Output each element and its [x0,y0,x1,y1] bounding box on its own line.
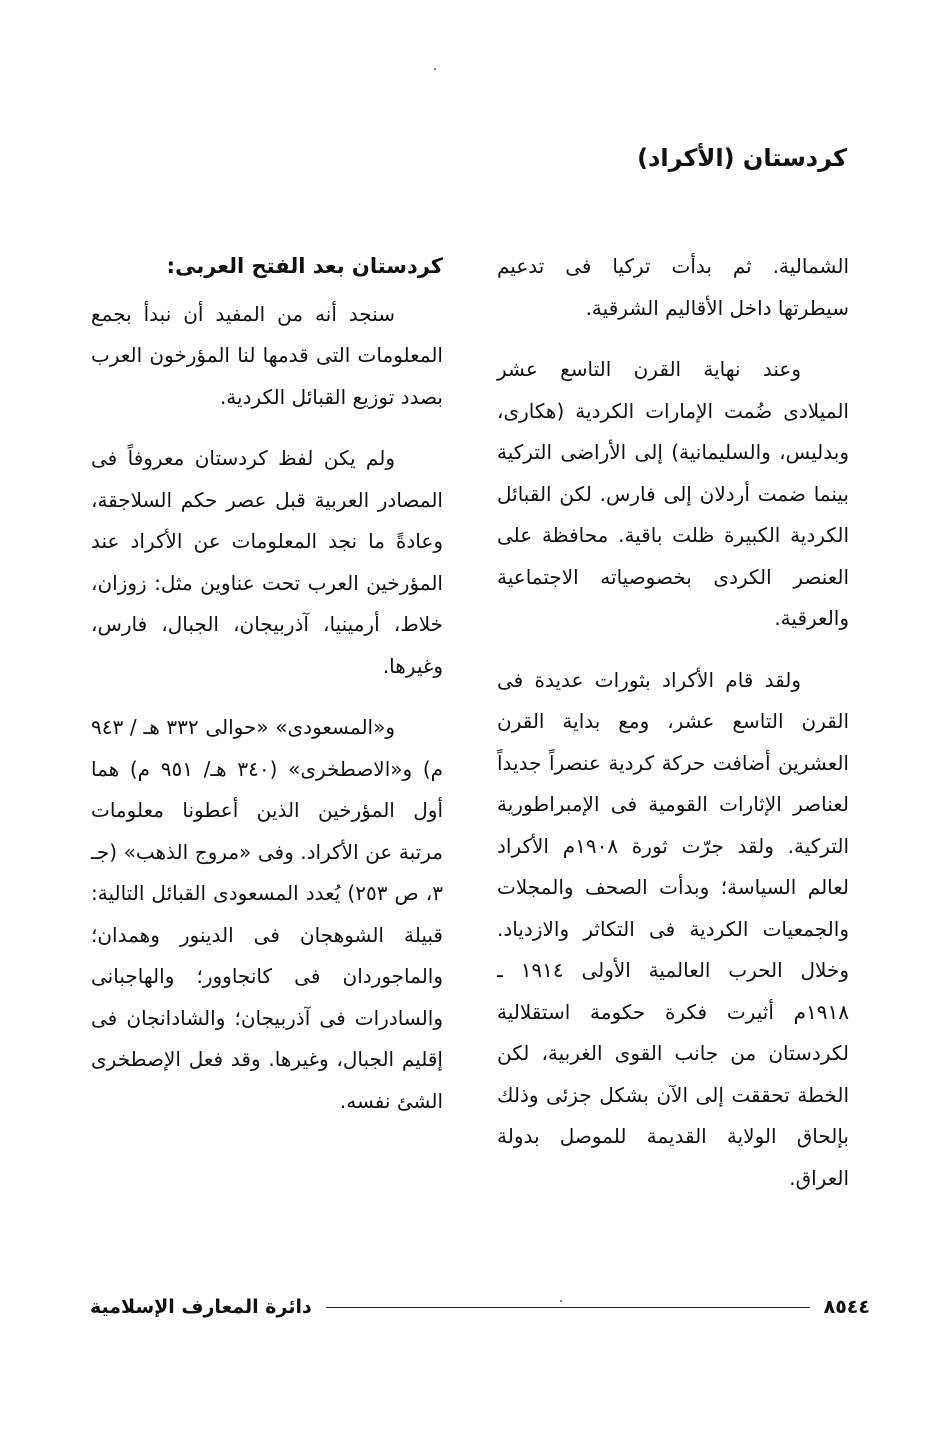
page-number: ٨٥٤٤ [823,1296,870,1318]
right-column [497,246,849,1219]
paragraph: ولقد قام الأكراد بثورات عديدة فى القرن التاسع عشر، ومع بداية القرن العشرين أضافت حركة كردية عنصراً جديداً لعناصر الإثارات القومية فى الإمبراطورية التركية. ولقد جرّت ثورة ١٩٠٨م الأكراد لعالم السياسة؛ وبدأت الصحف والمجلات والجمعيات الكردية فى التكاثر والازدياد. وخلال الحرب العالمية الأولى ١٩١٤ ـ ١٩١٨م أثيرت فكرة حكومة استقلالية لكردستان من جانب القوى الغربية، لكن الخطة تحققت إلى الآن بشكل جزئى وذلك بإلحاق الولاية القديمة للموصل بدولة العراق. [497,667,850,1190]
paragraph: ولم يكن لفظ كردستان معروفاً فى المصادر العربية قبل عصر حكم السلاجقة، وعادةً ما نجد المعلومات عن الأكراد عند المؤرخين العرب تحت عناوين مثل: زوزان، خلاط، أرمينيا، آذربيجان، الجبال، فارس، وغيرها. [91,446,443,678]
page-footer [90,1290,870,1324]
paragraph: الشمالية. ثم بدأت تركيا فى تدعيم سيطرتها داخل الأقاليم الشرقية. [497,254,849,320]
section-heading: كردستان بعد الفتح العربى: [166,254,443,278]
publication-title: دائرة المعارف الإسلامية [90,1296,312,1318]
paragraph: و«المسعودى» «حوالى ٣٣٢ هـ / ٩٤٣ م) و«الاصطخرى» (٣٤٠ هـ/ ٩٥١ م) هما أول المؤرخين الذين أعطونا معلومات مرتبة عن الأكراد. وفى «مروج الذهب» (جـ ٣، ص ٢٥٣) يُعدد المسعودى القبائل التالية: قبيلة الشوهجان فى الدينور وهمدان؛ والماجوردان فى كانجاوور؛ والهاجبانى والسادرات فى آذربيجان؛ والشادانجان فى إقليم الجبال، وغيرها. وقد فعل الإصطخرى الشئ نفسه. [91,715,443,1113]
scan-speck [434,68,436,70]
paragraph: وعند نهاية القرن التاسع عشر الميلادى ضُمت الإمارات الكردية (هكارى، وبدليس، والسليمانية) إلى الأراضى التركية بينما ضمت أردلان إلى فارس. لكن القبائل الكردية الكبيرة ظلت باقية. محافظة على العنصر الكردى بخصوصياته الاجتماعية والعرقية. [497,357,849,630]
footer-rule [326,1307,810,1308]
left-column [91,246,443,1142]
paragraph: سنجد أنه من المفيد أن نبدأ بجمع المعلومات التى قدمها لنا المؤرخون العرب بصدد توزيع القبائل الكردية. [91,301,443,409]
scan-speck [560,1300,562,1302]
running-header [447,140,847,176]
running-header-title: كردستان (الأكراد) [637,144,847,172]
